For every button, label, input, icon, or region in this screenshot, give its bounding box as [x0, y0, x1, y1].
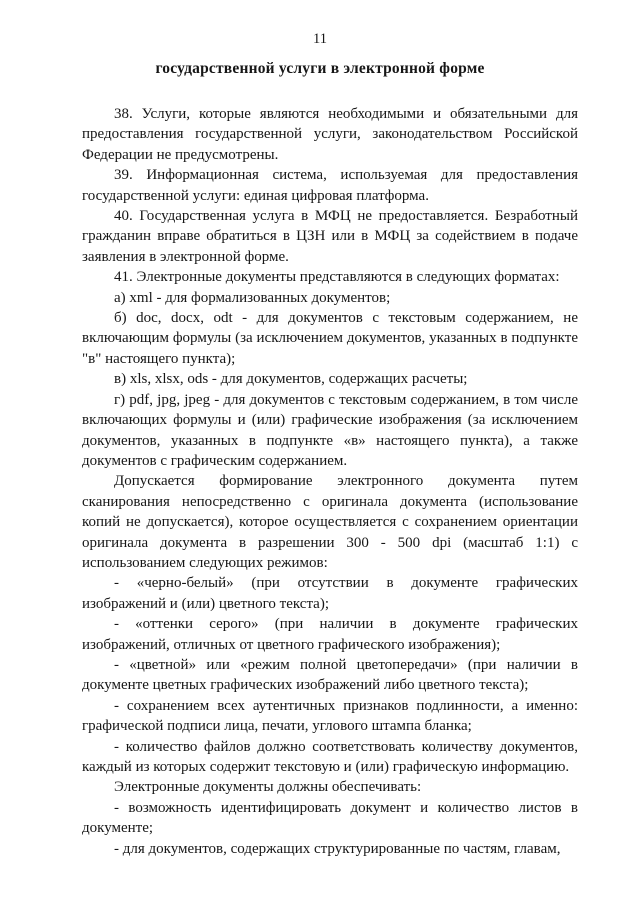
paragraph: 39. Информационная система, используемая для предоставления государственной услуги: единая цифровая платформа.	[82, 167, 578, 204]
paragraph: 40. Государственная услуга в МФЦ не предоставляется. Безработный гражданин вправе обратиться в ЦЗН или в МФЦ за содействием в подаче заявления в электронной форме.	[82, 208, 578, 265]
paragraph: 41. Электронные документы представляются в следующих форматах:	[114, 269, 560, 286]
paragraph: а) xml - для формализованных документов;	[114, 289, 391, 306]
paragraph: - «оттенки серого» (при наличии в документе графических изображений, отличных от цветного графического изображения);	[82, 616, 578, 653]
paragraph: - для документов, содержащих структурированные по частям, главам,	[114, 840, 561, 857]
paragraph: - возможность идентифицировать документ и количество листов в документе;	[82, 799, 578, 837]
paragraph: г) pdf, jpg, jpeg - для документов с текстовым содержанием, в том числе включающих формулы и (или) графические изображения (за исключением документов, указанных в подпункте «в» настоящего пункта), а также документов с графическим содержанием.	[82, 391, 578, 469]
paragraph: 38. Услуги, которые являются необходимыми и обязательными для предоставления государственной услуги, законодательством Российской Федерации не предусмотрены.	[82, 106, 578, 163]
paragraph: б) doc, docx, odt - для документов с текстовым содержанием, не включающим формулы (за исключением документов, указанных в подпункте "в" настоящего пункта);	[82, 310, 578, 367]
paragraph: - сохранением всех аутентичных признаков подлинности, а именно: графической подписи лица, печати, углового штампа бланка;	[82, 697, 578, 735]
paragraph: - «черно-белый» (при отсутствии в документе графических изображений и (или) цветного текста);	[82, 575, 578, 612]
page-number: 11	[313, 31, 327, 47]
document-body	[82, 104, 578, 859]
paragraph: - «цветной» или «режим полной цветопередачи» (при наличии в документе цветных графических изображений либо цветного текста);	[82, 656, 578, 694]
paragraph: в) xls, xlsx, ods - для документов, содержащих расчеты;	[114, 371, 468, 388]
section-heading: государственной услуги в электронной форме	[155, 60, 485, 77]
paragraph: - количество файлов должно соответствовать количеству документов, каждый из которых содержит текстовую и (или) графическую информацию.	[82, 738, 578, 775]
paragraph: Допускается формирование электронного документа путем сканирования непосредственно с оригинала документа (использование копий не допускается), которое осуществляется с сохранением ориентации оригинала документа в разрешении 300 - 500 dpi (масштаб 1:1) с использованием следующих режимов:	[82, 473, 578, 571]
paragraph: Электронные документы должны обеспечивать:	[114, 779, 422, 796]
